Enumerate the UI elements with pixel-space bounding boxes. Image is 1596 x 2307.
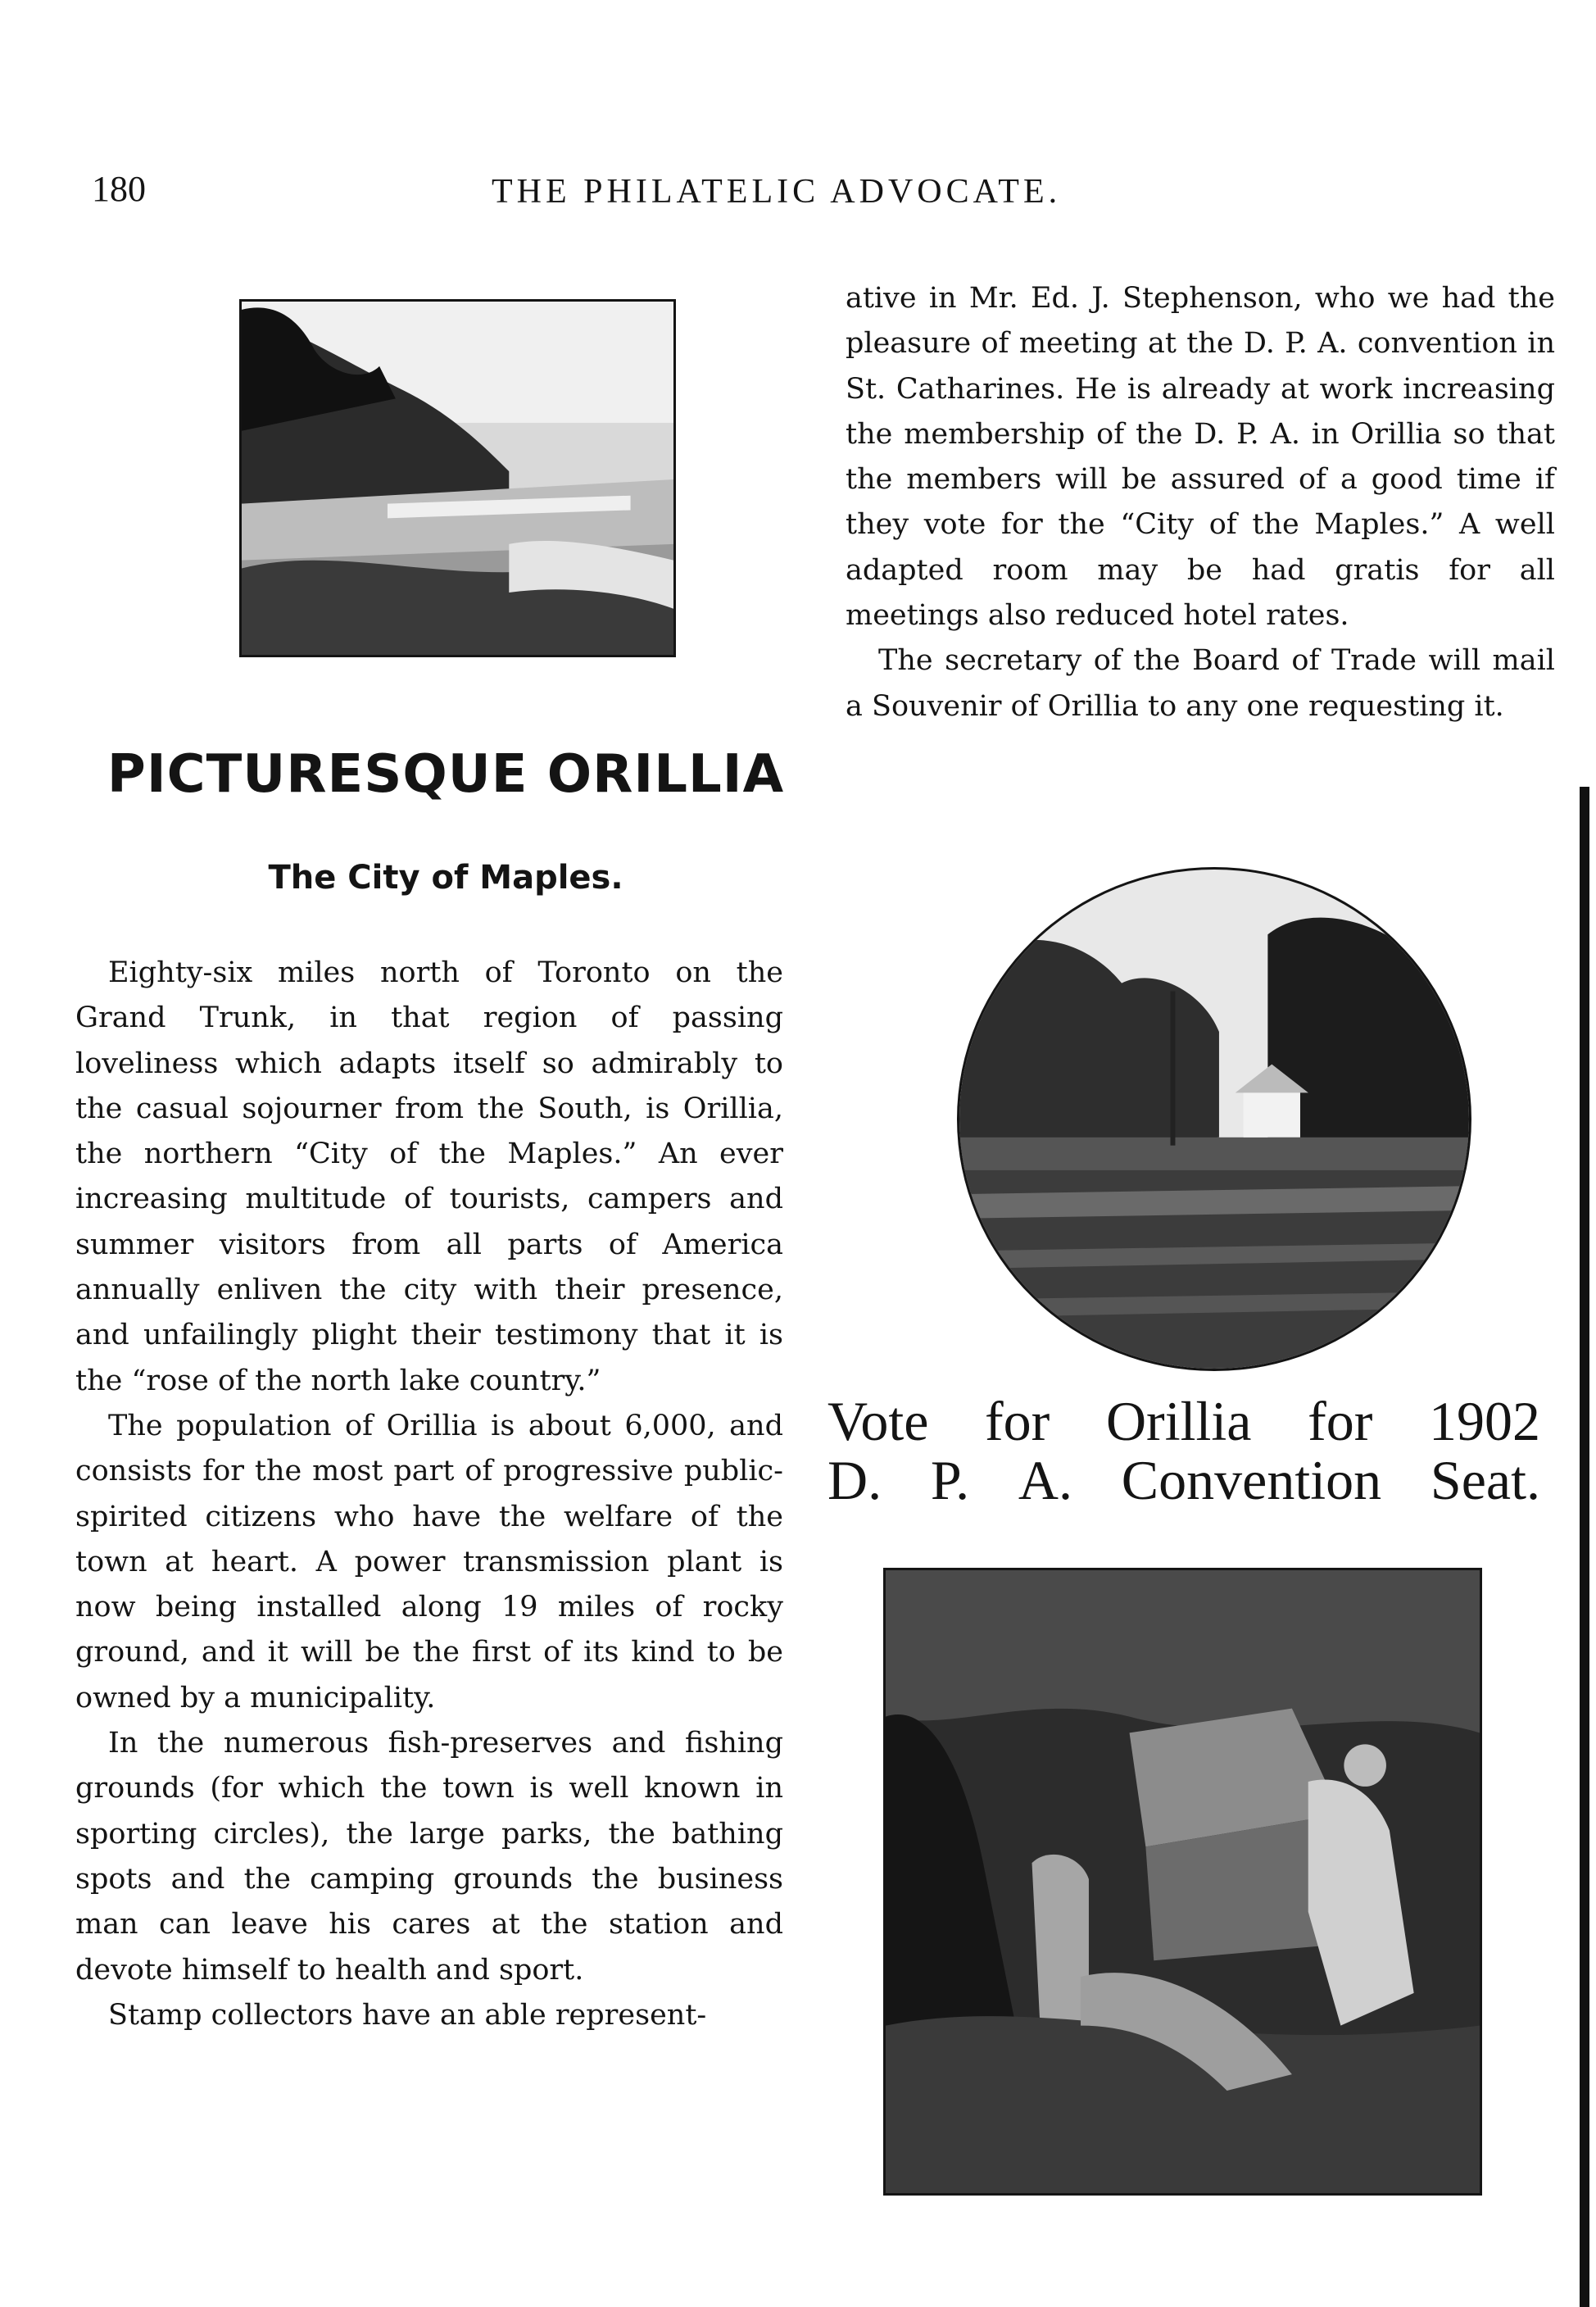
paragraph-intro: Eighty-six miles north of Toronto on the Grand Trunk, in that region of passing loveliness which adapts itself so admirably to the casual sojourner from the South, is Orillia, the northern “City of the Maples.” An ever increasing multitude of tourists, campers and summer visitors from all parts of America annually enliven the city with their presence, and unfailingly plight their testimony that it is the “rose of the north lake country.” (75, 956, 783, 1397)
article-subheading: The City of Maples. (268, 859, 623, 897)
left-column (75, 951, 783, 2038)
paragraph-population: The population of Orillia is about 6,000, and consists for the most part of progressive public-spirited citizens who have the welfare of the town at heart. A power transmission plant is now being installed along 19 miles of rocky ground, and it will be the first of its kind to be owned by a municipality. (75, 1409, 783, 1714)
paragraph-stamp-collectors: Stamp collectors have an able represent- (108, 1998, 707, 2032)
lakeside-cottage-photo (957, 867, 1471, 1371)
page-number: 180 (92, 169, 146, 209)
page-edge-rule (1580, 787, 1589, 2307)
vote-word: Orillia (1105, 1390, 1252, 1452)
vote-word: A. (1018, 1449, 1073, 1511)
vote-word: D. (827, 1449, 882, 1511)
vote-word: P. (930, 1449, 970, 1511)
vote-word: for (985, 1390, 1050, 1452)
paragraph-continuation: ative in Mr. Ed. J. Stephenson, who we had the pleasure of meeting at the D. P. A. convention in St. Catharines. He is already at work increasing the membership of the D. P. A. in Orillia so that the members will be assured of a good time if they vote for the “City of the Maples.” A well adapted room may be had gratis for all meetings also reduced hotel rates. (846, 282, 1555, 633)
article-headline: PICTURESQUE ORILLIA (107, 744, 785, 805)
vote-notice (827, 1392, 1540, 1510)
paragraph-fishing: In the numerous fish-preserves and fishing grounds (for which the town is well known in sporting circles), the large parks, the bathing spots and the camping grounds the business man can leave his cares at the station and devote himself to health and sport. (75, 1727, 783, 1987)
paragraph-secretary: The secretary of the Board of Trade will mail a Souvenir of Orillia to any one requesting it. (846, 644, 1555, 723)
vote-word: for (1308, 1390, 1373, 1452)
running-title: THE PHILATELIC ADVOCATE. (492, 173, 1062, 211)
vote-line-1 (827, 1392, 1540, 1451)
camp-scene-photo (883, 1568, 1482, 2196)
vote-word: Convention (1121, 1449, 1382, 1511)
vote-word: Seat. (1430, 1449, 1540, 1511)
right-column (846, 276, 1555, 729)
lake-shore-photo (239, 299, 676, 657)
vote-year: 1902 (1428, 1390, 1540, 1452)
vote-word: Vote (827, 1390, 929, 1452)
vote-line-2 (827, 1451, 1540, 1510)
